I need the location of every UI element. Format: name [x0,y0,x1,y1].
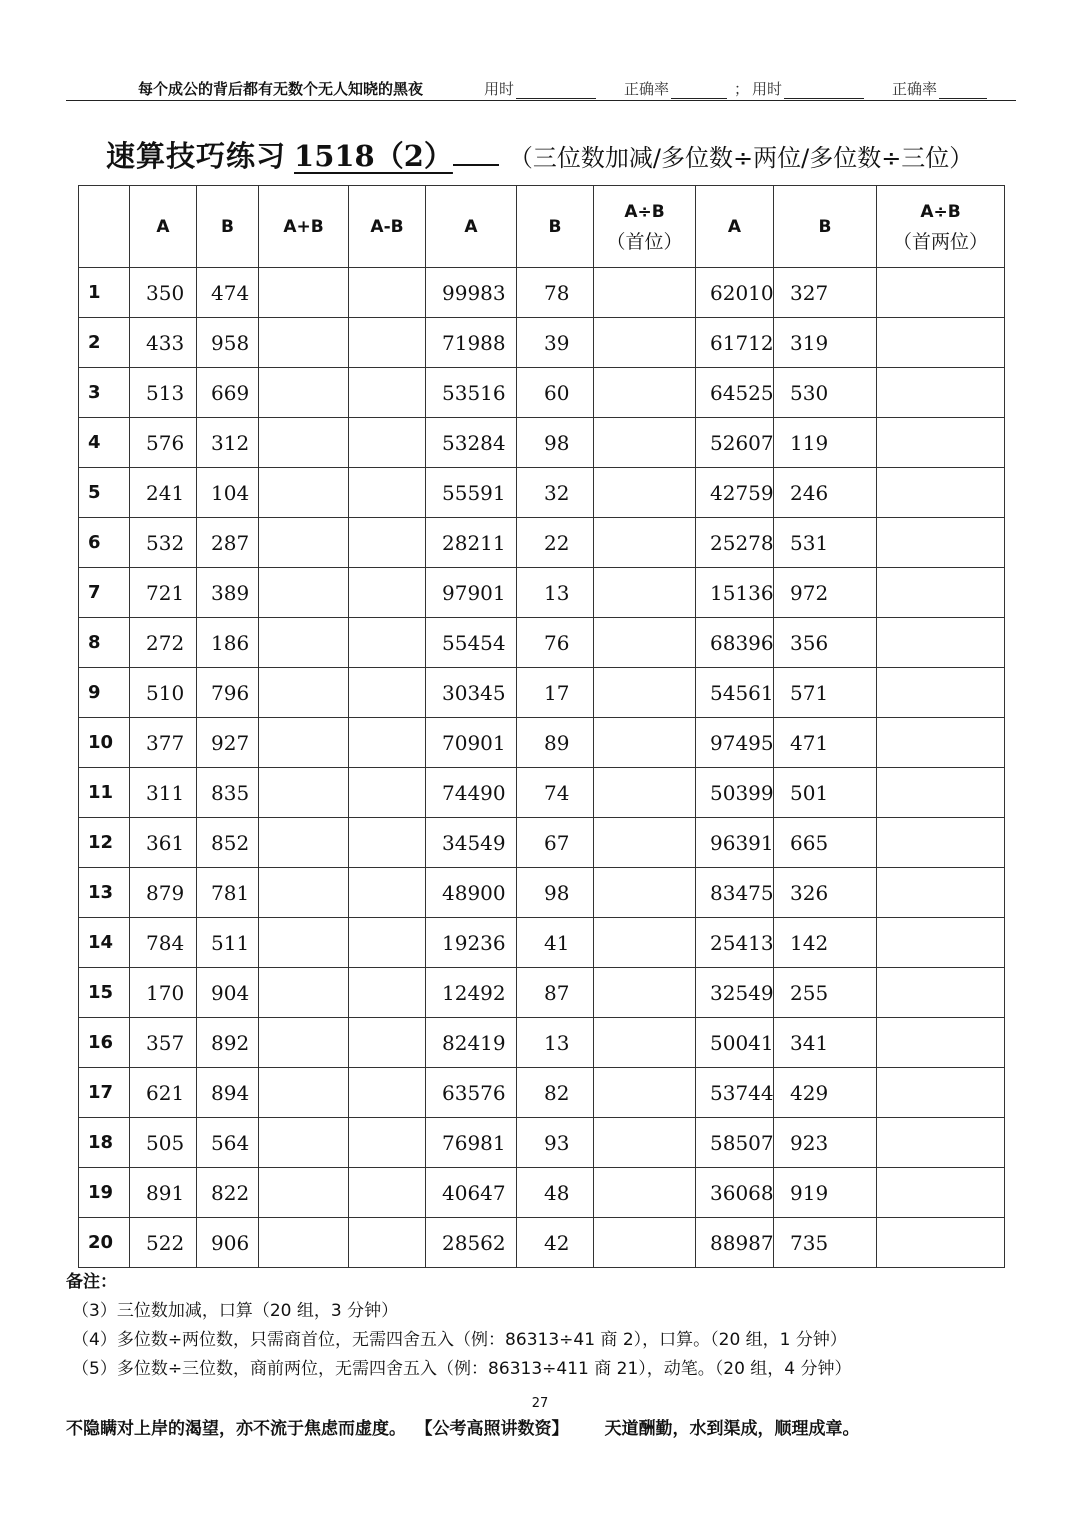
answer-diff[interactable] [349,1218,426,1268]
table-row [79,1218,1005,1268]
row-index: 18 [79,1118,130,1168]
cell-a2: 97901 [426,568,517,618]
table-row [79,818,1005,868]
table-row [79,568,1005,618]
cell-b3: 530 [774,368,877,418]
answer-div2[interactable] [877,1218,1005,1268]
cell-b2: 87 [517,968,594,1018]
cell-a2: 40647 [426,1168,517,1218]
row-index: 3 [79,368,130,418]
answer-div2[interactable] [877,1018,1005,1068]
cell-a1: 241 [130,468,197,518]
cell-b2: 13 [517,568,594,618]
answer-diff[interactable] [349,918,426,968]
cell-a2: 70901 [426,718,517,768]
header-a2: A [426,186,517,268]
header-b2: B [517,186,594,268]
cell-b2: 32 [517,468,594,518]
answer-div1[interactable] [594,768,696,818]
header-b3: B [774,186,877,268]
table-row [79,968,1005,1018]
answer-div2[interactable] [877,418,1005,468]
cell-a1: 891 [130,1168,197,1218]
answer-div1[interactable] [594,918,696,968]
header-sum: A+B [259,186,349,268]
cell-b3: 919 [774,1168,877,1218]
answer-div1[interactable] [594,1118,696,1168]
cell-b3: 319 [774,318,877,368]
cell-a1: 433 [130,318,197,368]
cell-b1: 474 [197,268,259,318]
table-row [79,368,1005,418]
cell-b1: 312 [197,418,259,468]
cell-b2: 98 [517,418,594,468]
answer-sum[interactable] [259,918,349,968]
cell-a2: 53516 [426,368,517,418]
accuracy-field-2 [892,78,987,99]
cell-a3: 15136 [696,568,774,618]
row-index: 12 [79,818,130,868]
answer-div1[interactable] [594,668,696,718]
answer-diff[interactable] [349,768,426,818]
cell-a3: 52607 [696,418,774,468]
answer-sum[interactable] [259,418,349,468]
answer-div2[interactable] [877,618,1005,668]
cell-b2: 98 [517,868,594,918]
cell-b2: 76 [517,618,594,668]
row-index: 16 [79,1018,130,1068]
cell-b3: 142 [774,918,877,968]
table-row [79,318,1005,368]
cell-b3: 571 [774,668,877,718]
cell-a2: 53284 [426,418,517,468]
answer-div2[interactable] [877,568,1005,618]
cell-b2: 17 [517,668,594,718]
answer-diff[interactable] [349,418,426,468]
cell-a2: 34549 [426,818,517,868]
table-row [79,268,1005,318]
table-row [79,718,1005,768]
time-label-1: 用时 [484,80,515,98]
cell-b2: 93 [517,1118,594,1168]
cell-a1: 350 [130,268,197,318]
cell-a2: 12492 [426,968,517,1018]
cell-a2: 30345 [426,668,517,718]
footer-middle: 【公考高照讲数资】 [424,1419,569,1439]
cell-a2: 71988 [426,318,517,368]
table-row [79,768,1005,818]
cell-a2: 76981 [426,1118,517,1168]
table-row [79,1168,1005,1218]
answer-sum[interactable] [259,818,349,868]
cell-b3: 341 [774,1018,877,1068]
cell-a2: 28562 [426,1218,517,1268]
time-blank-1[interactable] [516,83,596,99]
time-label-2: 用时 [752,80,783,98]
cell-a1: 513 [130,368,197,418]
header-a3: A [696,186,774,268]
cell-b1: 564 [197,1118,259,1168]
time-blank-2[interactable] [784,83,864,99]
row-index: 5 [79,468,130,518]
cell-b2: 48 [517,1168,594,1218]
row-index: 6 [79,518,130,568]
table-row [79,1118,1005,1168]
answer-div1[interactable] [594,468,696,518]
cell-a1: 272 [130,618,197,668]
answer-sum[interactable] [259,1168,349,1218]
cell-b1: 186 [197,618,259,668]
cell-b3: 255 [774,968,877,1018]
cell-a3: 68396 [696,618,774,668]
answer-sum[interactable] [259,768,349,818]
answer-div2[interactable] [877,818,1005,868]
answer-div2[interactable] [877,368,1005,418]
cell-a3: 53744 [696,1068,774,1118]
answer-sum[interactable] [259,1068,349,1118]
cell-b2: 82 [517,1068,594,1118]
answer-div2[interactable] [877,1168,1005,1218]
cell-a2: 63576 [426,1068,517,1118]
answer-diff[interactable] [349,368,426,418]
answer-diff[interactable] [349,468,426,518]
header-div1-label: A÷B [624,201,665,222]
time-field-2 [752,78,864,99]
answer-sum[interactable] [259,1018,349,1068]
table-row [79,1068,1005,1118]
cell-b3: 471 [774,718,877,768]
table-row [79,668,1005,718]
header-div2-sub: （首两位） [892,230,988,253]
cell-a2: 19236 [426,918,517,968]
table-row [79,618,1005,668]
answer-div1[interactable] [594,418,696,468]
cell-b2: 60 [517,368,594,418]
answer-div1[interactable] [594,368,696,418]
cell-a1: 532 [130,518,197,568]
cell-b1: 389 [197,568,259,618]
accuracy-blank-1[interactable] [671,83,727,99]
answer-div2[interactable] [877,668,1005,718]
title-subtitle: （三位数加减/多位数÷两位/多位数÷三位） [508,144,974,172]
row-index: 13 [79,868,130,918]
cell-b1: 781 [197,868,259,918]
answer-div1[interactable] [594,1168,696,1218]
cell-a1: 311 [130,768,197,818]
cell-b1: 894 [197,1068,259,1118]
answer-sum[interactable] [259,368,349,418]
cell-b1: 287 [197,518,259,568]
cell-b1: 904 [197,968,259,1018]
answer-sum[interactable] [259,718,349,768]
header-div2-label: A÷B [920,201,961,222]
answer-diff[interactable] [349,1068,426,1118]
cell-a3: 62010 [696,268,774,318]
answer-diff[interactable] [349,668,426,718]
title-underline [453,140,499,166]
cell-a2: 28211 [426,518,517,568]
page-header [66,74,1016,101]
cell-b2: 74 [517,768,594,818]
answer-diff[interactable] [349,1018,426,1068]
cell-a1: 510 [130,668,197,718]
page-number: 27 [531,1396,549,1411]
answer-diff[interactable] [349,718,426,768]
cell-a3: 58507 [696,1118,774,1168]
cell-a3: 88987 [696,1218,774,1268]
row-index: 14 [79,918,130,968]
cell-a3: 97495 [696,718,774,768]
answer-diff[interactable] [349,818,426,868]
header-diff: A-B [349,186,426,268]
answer-sum[interactable] [259,1218,349,1268]
table-row [79,468,1005,518]
cell-b1: 822 [197,1168,259,1218]
cell-b2: 22 [517,518,594,568]
cell-b3: 923 [774,1118,877,1168]
cell-b3: 531 [774,518,877,568]
answer-sum[interactable] [259,568,349,618]
answer-div2[interactable] [877,518,1005,568]
page-footer [66,1414,1016,1439]
accuracy-label-1: 正确率 [624,80,670,98]
header-motto: 每个成公的背后都有无数个无人知晓的黑夜 [138,80,424,98]
cell-a2: 74490 [426,768,517,818]
cell-b3: 665 [774,818,877,868]
accuracy-label-2: 正确率 [892,80,938,98]
cell-a2: 55454 [426,618,517,668]
cell-b3: 326 [774,868,877,918]
cell-a3: 50399 [696,768,774,818]
header-div2 [877,186,1005,268]
cell-b1: 852 [197,818,259,868]
answer-div2[interactable] [877,868,1005,918]
cell-b3: 327 [774,268,877,318]
cell-a1: 879 [130,868,197,918]
cell-a2: 82419 [426,1018,517,1068]
cell-b1: 927 [197,718,259,768]
cell-a3: 32549 [696,968,774,1018]
notes-line-3: （5）多位数÷三位数，商前两位，无需四舍五入（例：86313÷411 商 21），动笔。（20 组，4 分钟） [72,1359,852,1379]
row-index: 2 [79,318,130,368]
cell-a1: 377 [130,718,197,768]
answer-div2[interactable] [877,318,1005,368]
answer-sum[interactable] [259,968,349,1018]
answer-sum[interactable] [259,868,349,918]
cell-b2: 13 [517,1018,594,1068]
row-index: 10 [79,718,130,768]
answer-div1[interactable] [594,618,696,668]
separator: ； [734,80,750,98]
cell-a1: 361 [130,818,197,868]
footer-right: 天道酬勤，水到渠成，顺理成章。 [604,1419,860,1439]
notes [66,1268,852,1384]
cell-a3: 54561 [696,668,774,718]
table-header-row [79,186,1005,268]
cell-a3: 25413 [696,918,774,968]
cell-a3: 64525 [696,368,774,418]
answer-sum[interactable] [259,668,349,718]
accuracy-field-1 [624,78,727,99]
cell-b2: 67 [517,818,594,868]
cell-a1: 170 [130,968,197,1018]
answer-div1[interactable] [594,1068,696,1118]
cell-a1: 505 [130,1118,197,1168]
answer-div2[interactable] [877,718,1005,768]
table-row [79,518,1005,568]
cell-b1: 511 [197,918,259,968]
header-div1-sub: （首位） [606,230,683,253]
row-index: 8 [79,618,130,668]
answer-diff[interactable] [349,268,426,318]
cell-b1: 892 [197,1018,259,1068]
cell-a3: 36068 [696,1168,774,1218]
notes-label: 备注： [66,1272,117,1292]
answer-sum[interactable] [259,518,349,568]
notes-line-1: （3）三位数加减，口算（20 组，3 分钟） [72,1301,399,1321]
answer-div1[interactable] [594,518,696,568]
answer-sum[interactable] [259,468,349,518]
cell-b1: 906 [197,1218,259,1268]
row-index: 11 [79,768,130,818]
answer-div2[interactable] [877,1118,1005,1168]
cell-a3: 42759 [696,468,774,518]
cell-a1: 357 [130,1018,197,1068]
cell-a3: 61712 [696,318,774,368]
title-main: 速算技巧练习 [106,139,287,173]
cell-a1: 576 [130,418,197,468]
answer-sum[interactable] [259,1118,349,1168]
answer-div1[interactable] [594,718,696,768]
answer-div1[interactable] [594,1018,696,1068]
cell-b3: 501 [774,768,877,818]
cell-a1: 522 [130,1218,197,1268]
cell-b1: 835 [197,768,259,818]
table-row [79,1018,1005,1068]
answer-div2[interactable] [877,268,1005,318]
answer-diff[interactable] [349,568,426,618]
cell-b1: 104 [197,468,259,518]
footer-left: 不隐瞒对上岸的渴望，亦不流于焦虑而虚度。 [66,1419,406,1439]
answer-sum[interactable] [259,268,349,318]
answer-div1[interactable] [594,1218,696,1268]
notes-line-2: （4）多位数÷两位数，只需商首位，无需四舍五入（例：86313÷41 商 2），口算。（20 组，1 分钟） [72,1330,847,1350]
row-index: 7 [79,568,130,618]
cell-a3: 50041 [696,1018,774,1068]
practice-table [78,185,1005,1268]
cell-b3: 356 [774,618,877,668]
page-title [106,134,973,174]
header-div1 [594,186,696,268]
cell-b2: 78 [517,268,594,318]
table-row [79,868,1005,918]
cell-b1: 958 [197,318,259,368]
cell-a1: 784 [130,918,197,968]
cell-b3: 246 [774,468,877,518]
cell-a1: 621 [130,1068,197,1118]
row-index: 4 [79,418,130,468]
cell-b2: 39 [517,318,594,368]
answer-sum[interactable] [259,318,349,368]
answer-diff[interactable] [349,318,426,368]
answer-diff[interactable] [349,518,426,568]
row-index: 15 [79,968,130,1018]
time-field-1 [484,78,596,99]
cell-a3: 96391 [696,818,774,868]
cell-b1: 796 [197,668,259,718]
header-b1: B [197,186,259,268]
answer-div2[interactable] [877,918,1005,968]
answer-diff[interactable] [349,1118,426,1168]
table-row [79,918,1005,968]
header-index [79,186,130,268]
cell-a2: 99983 [426,268,517,318]
cell-b3: 735 [774,1218,877,1268]
answer-div1[interactable] [594,818,696,868]
answer-sum[interactable] [259,618,349,668]
cell-a2: 55591 [426,468,517,518]
answer-diff[interactable] [349,1168,426,1218]
answer-diff[interactable] [349,618,426,668]
answer-div1[interactable] [594,968,696,1018]
row-index: 17 [79,1068,130,1118]
cell-a3: 83475 [696,868,774,918]
cell-a3: 25278 [696,518,774,568]
answer-div2[interactable] [877,768,1005,818]
answer-diff[interactable] [349,968,426,1018]
answer-div2[interactable] [877,968,1005,1018]
cell-b3: 119 [774,418,877,468]
row-index: 19 [79,1168,130,1218]
answer-div1[interactable] [594,268,696,318]
cell-a1: 721 [130,568,197,618]
cell-a2: 48900 [426,868,517,918]
title-code: 1518（2） [294,139,453,173]
row-index: 9 [79,668,130,718]
cell-b2: 42 [517,1218,594,1268]
answer-div1[interactable] [594,868,696,918]
cell-b3: 429 [774,1068,877,1118]
cell-b1: 669 [197,368,259,418]
answer-div2[interactable] [877,1068,1005,1118]
table-row [79,418,1005,468]
answer-diff[interactable] [349,868,426,918]
answer-div2[interactable] [877,468,1005,518]
answer-div1[interactable] [594,568,696,618]
accuracy-blank-2[interactable] [939,83,987,99]
cell-b3: 972 [774,568,877,618]
row-index: 1 [79,268,130,318]
cell-b2: 89 [517,718,594,768]
row-index: 20 [79,1218,130,1268]
header-a1: A [130,186,197,268]
cell-b2: 41 [517,918,594,968]
answer-div1[interactable] [594,318,696,368]
